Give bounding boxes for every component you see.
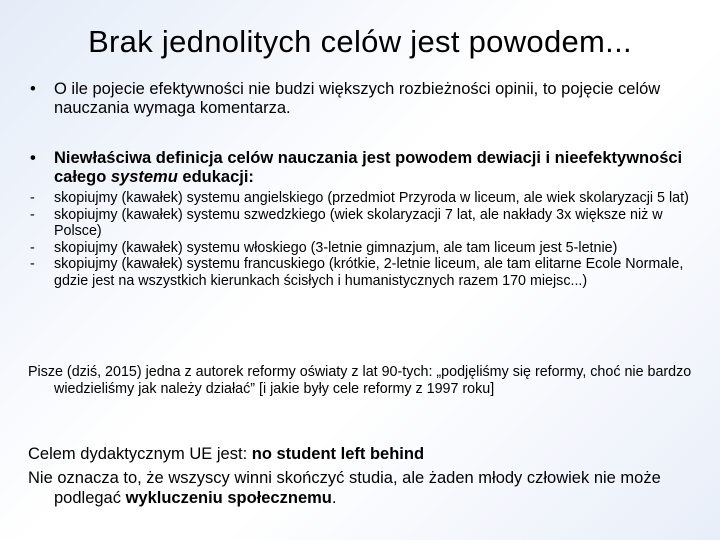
quote-paragraph: Pisze (dziś, 2015) jedna z autorek reformy oświaty z lat 90-tych: „podjęliśmy się reformy, choć nie bardzo wiedzieliśmy jak należy działać” [i jakie były cele reformy z 1997 roku] [28, 364, 692, 397]
bullet-point-definition [30, 149, 710, 187]
dash-item-english [28, 190, 700, 207]
dash-list [28, 190, 700, 289]
eu-goal-prefix: Celem dydaktycznym UE jest: [28, 445, 252, 463]
exclusion-suffix: . [331, 489, 337, 507]
dash-marker: - [30, 239, 35, 256]
eu-goal-paragraph [28, 444, 700, 464]
dash-item-french [28, 256, 700, 289]
bullet-text-part: Niewłaściwa definicja celów nauczania jest powodem dewiacji i nieefektywności całego [54, 149, 683, 186]
exclusion-prefix: Nie oznacza to, że wszyscy winni skończyć studia, ale żaden młody człowiek nie może podlegać [28, 469, 661, 507]
exclusion-bold: wykluczeniu społecznemu [125, 489, 332, 507]
exclusion-paragraph [28, 468, 720, 508]
bullet-text [54, 149, 710, 187]
dash-item-text: skopiujmy (kawałek) systemu francuskiego (krótkie, 2-letnie liceum, ale tam elitarne Ecole Normale, gdzie jest na wszystkich kierunkach ścisłych i humanistycznych razem 170 miejsc...) [54, 256, 684, 289]
dash-item-swedish [28, 207, 700, 240]
bullet-text-italic: systemu [110, 168, 178, 186]
bullet-text-part: edukacji: [177, 168, 254, 186]
slide-title: Brak jednolitych celów jest powodem... [88, 24, 632, 59]
dash-item-italian [28, 240, 700, 257]
bullet-marker: • [30, 149, 36, 167]
dash-item-text: skopiujmy (kawałek) systemu angielskiego (przedmiot Przyroda w liceum, ale wiek skolaryzacji 5 lat) [54, 190, 689, 206]
bullet-text: O ile pojecie efektywności nie budzi większych rozbieżności opinii, to pojęcie celów nauczania wymaga komentarza. [54, 80, 661, 117]
dash-marker: - [30, 206, 35, 223]
dash-item-text: skopiujmy (kawałek) systemu szwedzkiego (wiek skolaryzacji 7 lat, ale nakłady 3x większe niż w Polsce) [54, 206, 663, 239]
bullet-marker: • [30, 80, 36, 98]
bullet-point-efficiency [30, 80, 710, 118]
eu-goal-bold: no student left behind [251, 445, 425, 463]
dash-item-text: skopiujmy (kawałek) systemu włoskiego (3-letnie gimnazjum, ale tam liceum jest 5-letnie) [54, 239, 618, 256]
dash-marker: - [30, 256, 35, 272]
dash-marker: - [30, 190, 35, 206]
